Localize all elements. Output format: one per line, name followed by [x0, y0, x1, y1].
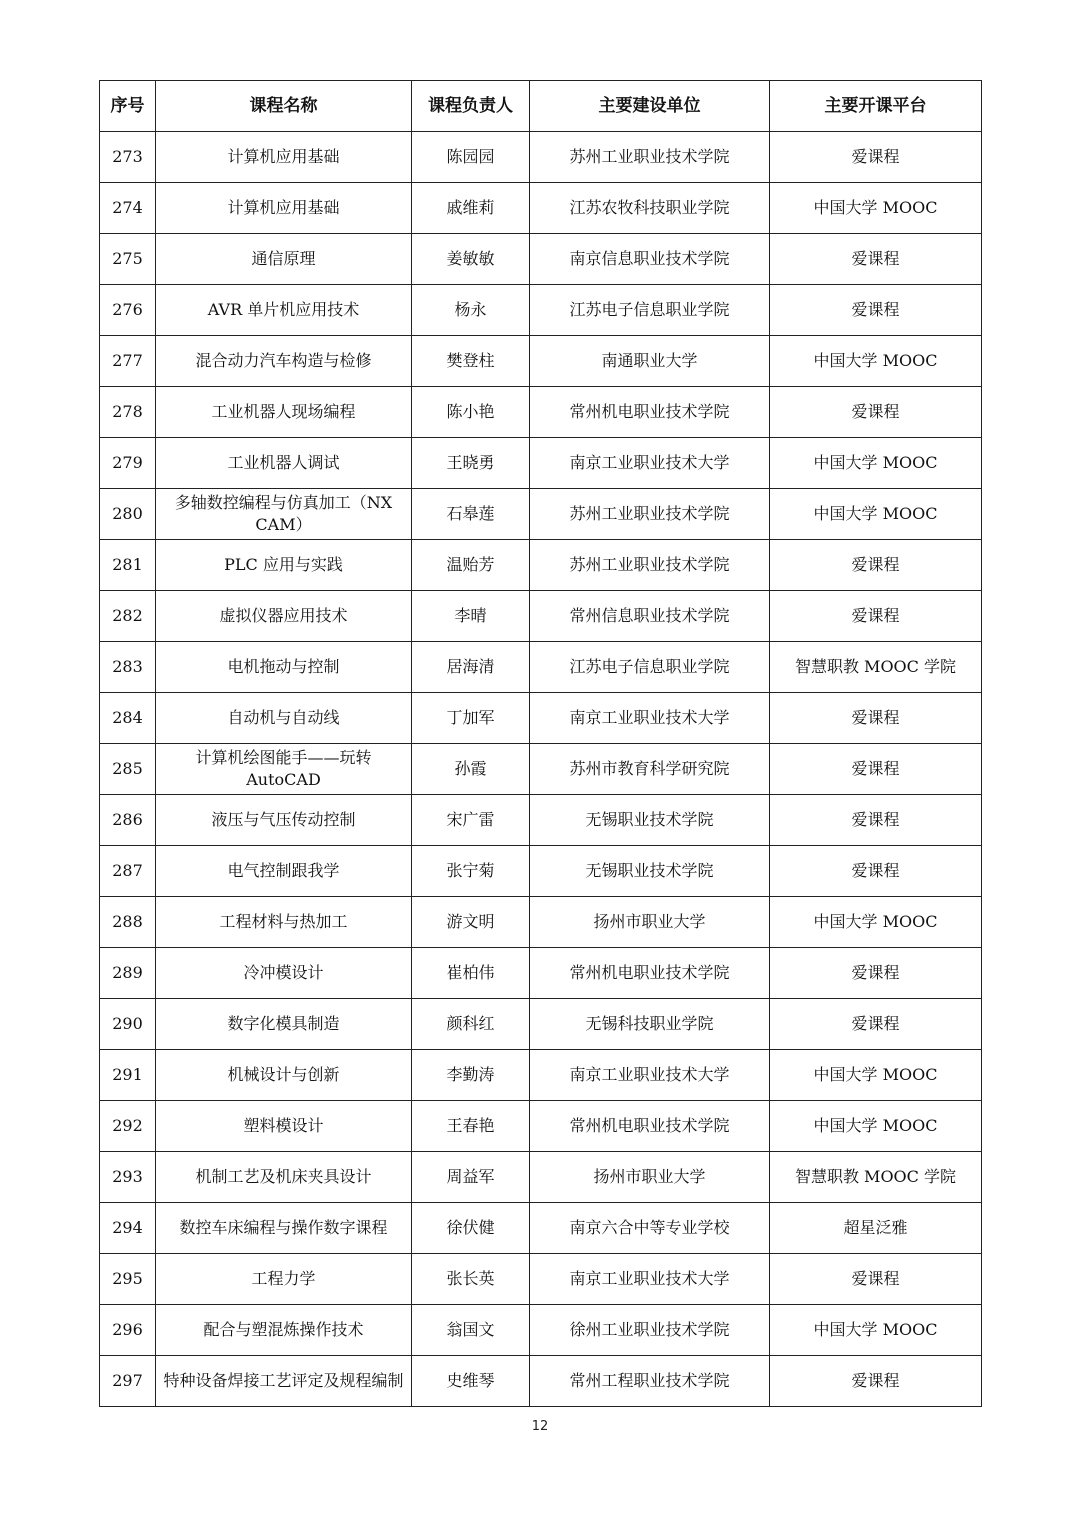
table-row	[100, 846, 982, 897]
cell-building-unit: 扬州市职业大学	[530, 1152, 770, 1203]
cell-building-unit: 苏州工业职业技术学院	[530, 132, 770, 183]
page-number: 12	[531, 1419, 549, 1434]
cell-serial-number: 277	[100, 336, 156, 387]
table-row	[100, 1305, 982, 1356]
cell-course-lead: 李勤涛	[412, 1050, 530, 1101]
table-row	[100, 948, 982, 999]
cell-platform: 超星泛雅	[770, 1203, 982, 1254]
table-row	[100, 1254, 982, 1305]
cell-building-unit: 徐州工业职业技术学院	[530, 1305, 770, 1356]
cell-building-unit: 常州机电职业技术学院	[530, 948, 770, 999]
cell-building-unit: 江苏电子信息职业学院	[530, 285, 770, 336]
cell-course-name: 冷冲模设计	[156, 948, 412, 999]
cell-building-unit: 苏州工业职业技术学院	[530, 540, 770, 591]
cell-building-unit: 南京六合中等专业学校	[530, 1203, 770, 1254]
cell-serial-number: 274	[100, 183, 156, 234]
cell-course-name: 工业机器人现场编程	[156, 387, 412, 438]
cell-building-unit: 南京工业职业技术大学	[530, 693, 770, 744]
cell-course-name: 配合与塑混炼操作技术	[156, 1305, 412, 1356]
cell-platform: 中国大学 MOOC	[770, 438, 982, 489]
cell-course-name: 计算机绘图能手——玩转 AutoCAD	[156, 744, 412, 795]
table-row	[100, 1356, 982, 1407]
cell-platform: 爱课程	[770, 999, 982, 1050]
cell-platform: 爱课程	[770, 234, 982, 285]
table-row	[100, 387, 982, 438]
cell-course-lead: 樊登柱	[412, 336, 530, 387]
cell-platform: 爱课程	[770, 540, 982, 591]
cell-course-lead: 杨永	[412, 285, 530, 336]
cell-course-lead: 李晴	[412, 591, 530, 642]
cell-platform: 中国大学 MOOC	[770, 1101, 982, 1152]
cell-serial-number: 290	[100, 999, 156, 1050]
cell-course-name: 机制工艺及机床夹具设计	[156, 1152, 412, 1203]
table-row	[100, 132, 982, 183]
table-row	[100, 183, 982, 234]
cell-serial-number: 284	[100, 693, 156, 744]
cell-serial-number: 283	[100, 642, 156, 693]
cell-platform: 中国大学 MOOC	[770, 897, 982, 948]
cell-building-unit: 无锡科技职业学院	[530, 999, 770, 1050]
table-row	[100, 744, 982, 795]
cell-course-lead: 史维琴	[412, 1356, 530, 1407]
cell-building-unit: 南通职业大学	[530, 336, 770, 387]
table-row	[100, 438, 982, 489]
table-row	[100, 1050, 982, 1101]
table-row	[100, 1203, 982, 1254]
cell-course-lead: 张长英	[412, 1254, 530, 1305]
cell-platform: 智慧职教 MOOC 学院	[770, 642, 982, 693]
cell-serial-number: 278	[100, 387, 156, 438]
cell-serial-number: 296	[100, 1305, 156, 1356]
cell-course-lead: 石皋莲	[412, 489, 530, 540]
cell-building-unit: 江苏电子信息职业学院	[530, 642, 770, 693]
cell-building-unit: 江苏农牧科技职业学院	[530, 183, 770, 234]
table-row	[100, 234, 982, 285]
cell-course-name: 计算机应用基础	[156, 132, 412, 183]
cell-platform: 爱课程	[770, 387, 982, 438]
cell-platform: 爱课程	[770, 1356, 982, 1407]
cell-course-name: 液压与气压传动控制	[156, 795, 412, 846]
table-row	[100, 693, 982, 744]
cell-course-name: 多轴数控编程与仿真加工（NX CAM）	[156, 489, 412, 540]
cell-platform: 爱课程	[770, 846, 982, 897]
cell-course-name: 塑料模设计	[156, 1101, 412, 1152]
cell-course-name: PLC 应用与实践	[156, 540, 412, 591]
cell-building-unit: 常州工程职业技术学院	[530, 1356, 770, 1407]
header-platform: 主要开课平台	[770, 81, 982, 132]
cell-platform: 中国大学 MOOC	[770, 336, 982, 387]
cell-serial-number: 291	[100, 1050, 156, 1101]
cell-serial-number: 281	[100, 540, 156, 591]
cell-course-lead: 孙霞	[412, 744, 530, 795]
cell-building-unit: 无锡职业技术学院	[530, 846, 770, 897]
header-building-unit: 主要建设单位	[530, 81, 770, 132]
cell-course-lead: 丁加军	[412, 693, 530, 744]
header-course-name: 课程名称	[156, 81, 412, 132]
cell-course-name: 特种设备焊接工艺评定及规程编制	[156, 1356, 412, 1407]
cell-course-name: 数控车床编程与操作数字课程	[156, 1203, 412, 1254]
cell-course-lead: 徐伏健	[412, 1203, 530, 1254]
cell-platform: 爱课程	[770, 285, 982, 336]
cell-building-unit: 南京工业职业技术大学	[530, 1050, 770, 1101]
cell-course-name: 数字化模具制造	[156, 999, 412, 1050]
cell-course-name: 机械设计与创新	[156, 1050, 412, 1101]
table-row	[100, 999, 982, 1050]
cell-serial-number: 286	[100, 795, 156, 846]
cell-course-lead: 陈园园	[412, 132, 530, 183]
cell-platform: 爱课程	[770, 795, 982, 846]
cell-serial-number: 293	[100, 1152, 156, 1203]
cell-platform: 中国大学 MOOC	[770, 183, 982, 234]
table-row	[100, 591, 982, 642]
cell-course-lead: 游文明	[412, 897, 530, 948]
cell-platform: 爱课程	[770, 693, 982, 744]
cell-serial-number: 276	[100, 285, 156, 336]
table-row	[100, 489, 982, 540]
table-row	[100, 336, 982, 387]
table-row	[100, 285, 982, 336]
cell-building-unit: 常州信息职业技术学院	[530, 591, 770, 642]
table-row	[100, 795, 982, 846]
cell-building-unit: 常州机电职业技术学院	[530, 387, 770, 438]
cell-serial-number: 288	[100, 897, 156, 948]
cell-serial-number: 282	[100, 591, 156, 642]
cell-course-name: 电气控制跟我学	[156, 846, 412, 897]
cell-building-unit: 南京工业职业技术大学	[530, 438, 770, 489]
table-row	[100, 1101, 982, 1152]
cell-serial-number: 275	[100, 234, 156, 285]
table-body	[100, 132, 982, 1407]
cell-course-lead: 颜科红	[412, 999, 530, 1050]
cell-building-unit: 苏州市教育科学研究院	[530, 744, 770, 795]
cell-course-name: 工业机器人调试	[156, 438, 412, 489]
cell-course-lead: 王晓勇	[412, 438, 530, 489]
cell-serial-number: 295	[100, 1254, 156, 1305]
cell-course-name: 工程材料与热加工	[156, 897, 412, 948]
cell-serial-number: 289	[100, 948, 156, 999]
table-row	[100, 540, 982, 591]
table-header-row	[100, 81, 982, 132]
cell-building-unit: 常州机电职业技术学院	[530, 1101, 770, 1152]
cell-platform: 智慧职教 MOOC 学院	[770, 1152, 982, 1203]
cell-serial-number: 273	[100, 132, 156, 183]
cell-course-name: AVR 单片机应用技术	[156, 285, 412, 336]
table-row	[100, 897, 982, 948]
cell-course-lead: 陈小艳	[412, 387, 530, 438]
cell-serial-number: 280	[100, 489, 156, 540]
cell-course-lead: 周益军	[412, 1152, 530, 1203]
cell-course-lead: 翁国文	[412, 1305, 530, 1356]
cell-serial-number: 285	[100, 744, 156, 795]
cell-serial-number: 292	[100, 1101, 156, 1152]
course-table	[99, 80, 982, 1407]
cell-platform: 爱课程	[770, 591, 982, 642]
cell-course-name: 虚拟仪器应用技术	[156, 591, 412, 642]
cell-platform: 中国大学 MOOC	[770, 489, 982, 540]
cell-course-lead: 温贻芳	[412, 540, 530, 591]
cell-building-unit: 苏州工业职业技术学院	[530, 489, 770, 540]
cell-course-lead: 崔柏伟	[412, 948, 530, 999]
header-course-lead: 课程负责人	[412, 81, 530, 132]
table-row	[100, 642, 982, 693]
cell-serial-number: 287	[100, 846, 156, 897]
cell-platform: 中国大学 MOOC	[770, 1305, 982, 1356]
cell-course-lead: 宋广雷	[412, 795, 530, 846]
cell-course-name: 通信原理	[156, 234, 412, 285]
cell-serial-number: 294	[100, 1203, 156, 1254]
header-serial-number: 序号	[100, 81, 156, 132]
cell-building-unit: 扬州市职业大学	[530, 897, 770, 948]
cell-platform: 爱课程	[770, 744, 982, 795]
cell-course-name: 电机拖动与控制	[156, 642, 412, 693]
table-row	[100, 1152, 982, 1203]
cell-course-lead: 居海清	[412, 642, 530, 693]
cell-course-lead: 王春艳	[412, 1101, 530, 1152]
cell-building-unit: 无锡职业技术学院	[530, 795, 770, 846]
cell-platform: 爱课程	[770, 132, 982, 183]
cell-platform: 爱课程	[770, 948, 982, 999]
cell-course-lead: 姜敏敏	[412, 234, 530, 285]
cell-course-name: 计算机应用基础	[156, 183, 412, 234]
cell-serial-number: 297	[100, 1356, 156, 1407]
cell-course-name: 自动机与自动线	[156, 693, 412, 744]
cell-course-name: 工程力学	[156, 1254, 412, 1305]
cell-serial-number: 279	[100, 438, 156, 489]
cell-course-lead: 戚维莉	[412, 183, 530, 234]
cell-platform: 爱课程	[770, 1254, 982, 1305]
cell-platform: 中国大学 MOOC	[770, 1050, 982, 1101]
cell-building-unit: 南京工业职业技术大学	[530, 1254, 770, 1305]
cell-building-unit: 南京信息职业技术学院	[530, 234, 770, 285]
cell-course-lead: 张宁菊	[412, 846, 530, 897]
cell-course-name: 混合动力汽车构造与检修	[156, 336, 412, 387]
